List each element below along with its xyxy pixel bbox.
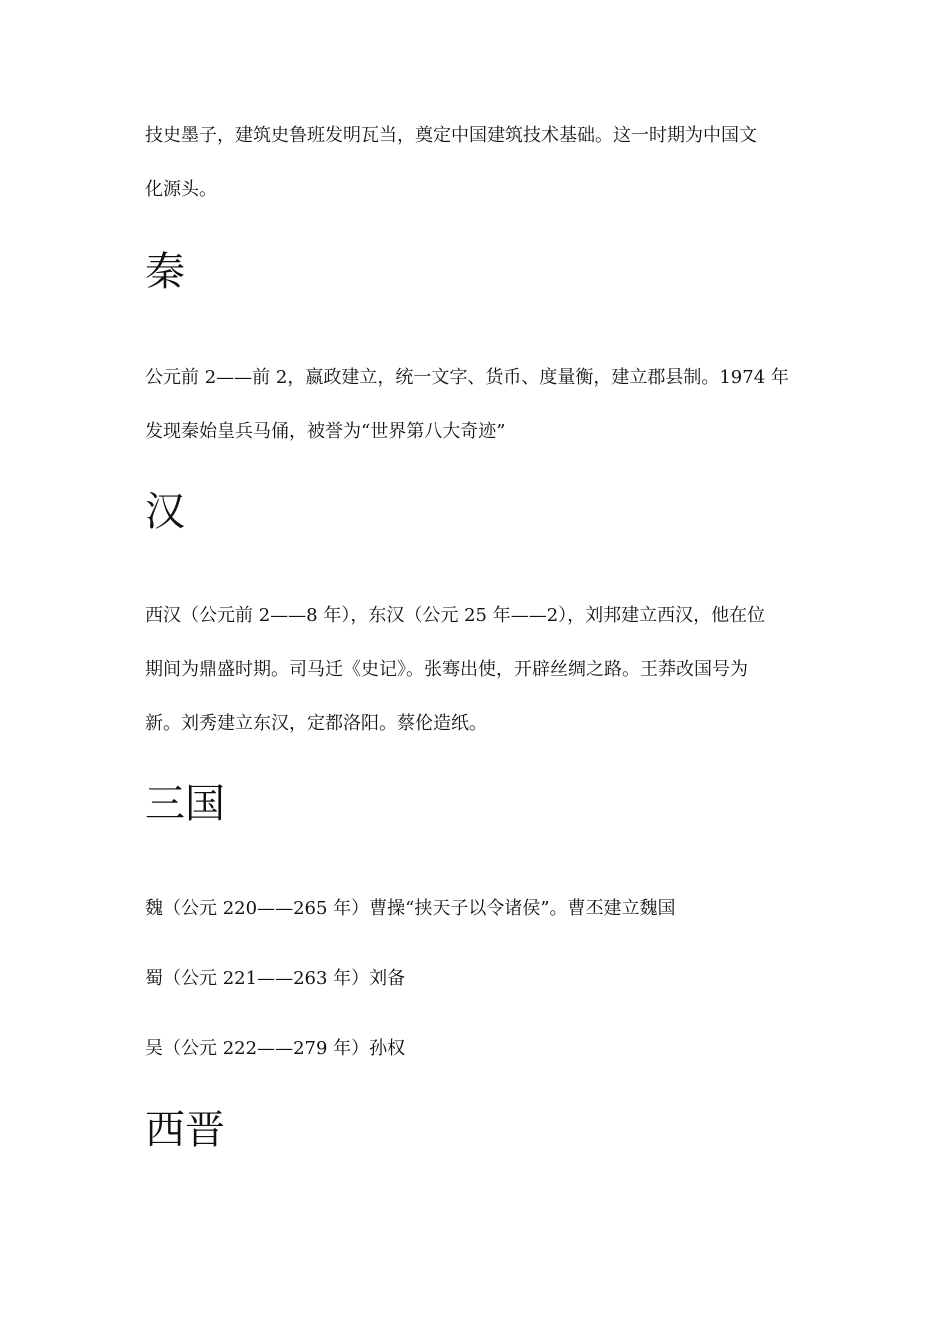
han-line-1: 西汉（公元前 2——8 年），东汉（公元 25 年——2），刘邦建立西汉，他在位 bbox=[145, 605, 766, 626]
intro-line-2: 化源头。 bbox=[145, 179, 217, 200]
three-kingdoms-line-shu: 蜀（公元 221——263 年）刘备 bbox=[145, 968, 406, 989]
han-line-3: 新。刘秀建立东汉，定都洛阳。蔡伦造纸。 bbox=[145, 713, 487, 734]
qin-line-2: 发现秦始皇兵马俑，被誉为“世界第八大奇迹” bbox=[145, 421, 506, 442]
section-heading-western-jin: 西晋 bbox=[145, 1107, 225, 1153]
section-heading-han: 汉 bbox=[145, 489, 185, 535]
three-kingdoms-line-wu: 吴（公元 222——279 年）孙权 bbox=[145, 1038, 406, 1059]
han-line-2: 期间为鼎盛时期。司马迁《史记》。张骞出使，开辟丝绸之路。王莽改国号为 bbox=[145, 659, 748, 680]
intro-line-1: 技史墨子，建筑史鲁班发明瓦当，奠定中国建筑技术基础。这一时期为中国文 bbox=[145, 125, 757, 146]
qin-line-1: 公元前 2——前 2，嬴政建立，统一文字、货币、度量衡，建立郡县制。1974 年 bbox=[145, 367, 789, 388]
section-heading-three-kingdoms: 三国 bbox=[145, 781, 225, 827]
section-heading-qin: 秦 bbox=[145, 249, 185, 295]
three-kingdoms-line-wei: 魏（公元 220——265 年）曹操“挟天子以令诸侯”。曹丕建立魏国 bbox=[145, 898, 676, 919]
